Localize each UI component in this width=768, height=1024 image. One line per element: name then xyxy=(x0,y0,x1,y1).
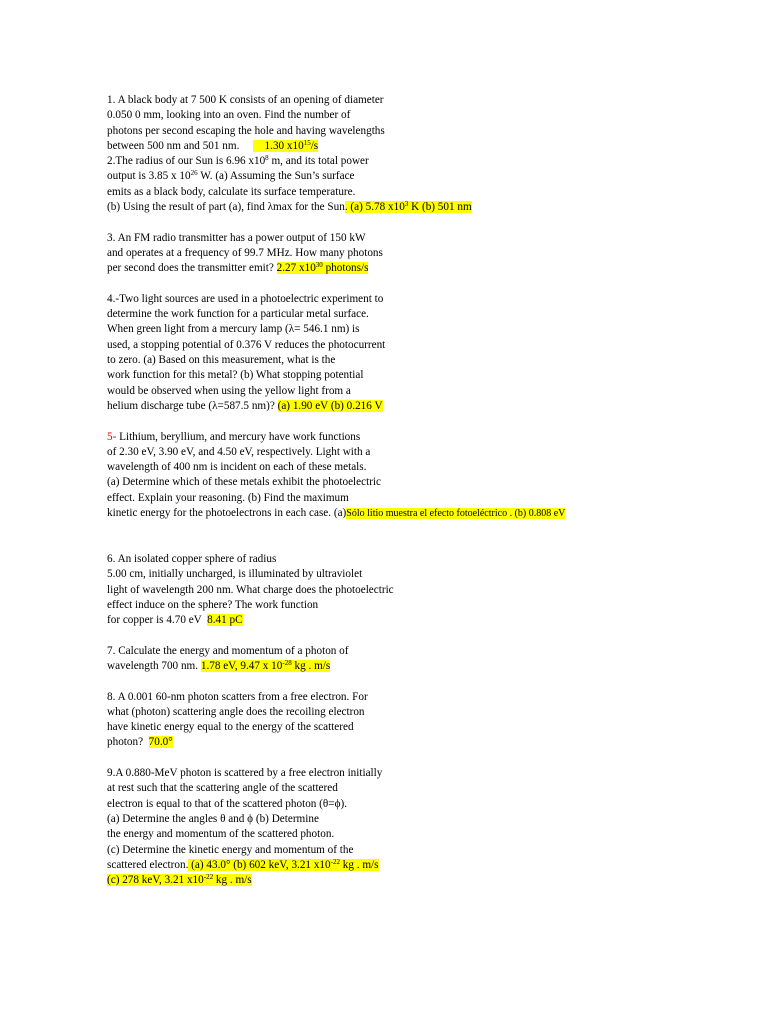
text-line: at rest such that the scattering angle of the scattered xyxy=(107,782,338,795)
text-line: (a) Determine which of these metals exhibit the photoelectric xyxy=(107,476,381,489)
text-fragment: per second does the transmitter emit? xyxy=(107,262,277,275)
text-fragment: wavelength 700 nm. xyxy=(107,659,201,672)
text-fragment: scattered electron. xyxy=(107,858,189,871)
text-line: work function for this metal? (b) What stopping potential xyxy=(107,369,364,382)
text-line: 1. A black body at 7 500 K consists of an opening of diameter xyxy=(107,94,384,106)
answer-highlight: (a) 1.90 eV (b) 0.216 V xyxy=(277,399,383,412)
text-line: 3. An FM radio transmitter has a power output of 150 kW xyxy=(107,231,366,244)
text-line: (c) Determine the kinetic energy and momentum of the xyxy=(107,843,354,856)
answer-value: 2.27 x10 xyxy=(276,262,316,275)
text-line: photons per second escaping the hole and having wavelengths xyxy=(107,124,385,137)
text-line: and operates at a frequency of 99.7 MHz. How many photons xyxy=(107,246,383,259)
text-line xyxy=(107,169,707,184)
exponent: 26 xyxy=(190,169,198,178)
text-line: effect induce on the sphere? The work function xyxy=(107,598,319,611)
text-line: what (photon) scattering angle does the recoiling electron xyxy=(107,705,365,718)
text-line xyxy=(107,200,707,215)
problem-2 xyxy=(107,154,707,215)
answer-highlight xyxy=(277,262,369,274)
answer-value: 1.30 x10 xyxy=(264,139,304,152)
text-line xyxy=(107,659,707,674)
text-line: 8. A 0.001 60-nm photon scatters from a free electron. For xyxy=(107,690,368,703)
text-line xyxy=(107,139,707,154)
answer-value: 1.78 eV, 9.47 x 10 xyxy=(200,659,283,672)
text-line xyxy=(107,154,707,169)
answer-value: (a) 43.0° (b) 602 keV, 3.21 x10 xyxy=(188,858,331,871)
text-line: the energy and momentum of the scattered photon. xyxy=(107,828,335,841)
answer-value: (c) 278 keV, 3.21 x10 xyxy=(107,874,204,887)
text-fragment: 2.The radius of our Sun is 6.96 x10 xyxy=(107,155,266,168)
text-line: determine the work function for a particular metal surface. xyxy=(107,308,369,321)
answer-exponent: 15 xyxy=(303,138,311,147)
problem-9 xyxy=(107,766,707,888)
answer-exponent: -22 xyxy=(330,857,340,866)
text-line xyxy=(107,735,707,750)
text-line: electron is equal to that of the scattered photon (θ=ϕ). xyxy=(107,797,347,810)
text-line: 0.050 0 mm, looking into an oven. Find the number of xyxy=(107,109,351,122)
text-line: light of wavelength 200 nm. What charge does the photoelectric xyxy=(107,583,394,596)
text-line xyxy=(107,873,707,888)
text-line: 5.00 cm, initially uncharged, is illuminated by ultraviolet xyxy=(107,568,363,581)
answer-highlight xyxy=(107,874,252,886)
problem-5 xyxy=(107,430,707,522)
text-line: would be observed when using the yellow light from a xyxy=(107,384,351,397)
answer-highlight xyxy=(188,859,378,871)
text-line xyxy=(107,430,707,445)
text-fragment: kinetic energy for the photoelectrons in each case. (a) xyxy=(107,507,347,520)
text-line xyxy=(107,399,707,414)
text-line: of 2.30 eV, 3.90 eV, and 4.50 eV, respectively. Light with a xyxy=(107,445,371,458)
text-fragment: between 500 nm and 501 nm. xyxy=(107,139,243,152)
text-fragment: for copper is 4.70 eV xyxy=(107,614,205,627)
text-line: 4.-Two light sources are used in a photoelectric experiment to xyxy=(107,292,384,305)
problem-4 xyxy=(107,292,707,414)
text-line: used, a stopping potential of 0.376 V reduces the photocurrent xyxy=(107,338,386,351)
text-fragment: Lithium, beryllium, and mercury have work functions xyxy=(116,430,361,443)
problem-7 xyxy=(107,644,707,675)
text-line: When green light from a mercury lamp (λ= 546.1 nm) is xyxy=(107,323,360,336)
problem-8 xyxy=(107,690,707,751)
answer-highlight: 8.41 pC xyxy=(207,614,243,627)
text-fragment: (b) Using the result of part (a), find λmax for the Sun xyxy=(107,201,345,214)
text-line: emits as a black body, calculate its surface temperature. xyxy=(107,185,356,198)
text-line: (a) Determine the angles θ and ϕ (b) Determine xyxy=(107,812,319,825)
problem-6 xyxy=(107,552,707,628)
text-line: to zero. (a) Based on this measurement, what is the xyxy=(107,354,336,367)
text-fragment: photon? xyxy=(107,736,146,749)
text-line: wavelength of 400 nm is incident on each of these metals. xyxy=(107,461,367,474)
answer-highlight xyxy=(253,140,318,152)
answer-highlight xyxy=(345,201,472,213)
answer-highlight: 70.0° xyxy=(148,736,173,749)
answer-exponent: 30 xyxy=(315,261,323,270)
answer-value: kg . m/s xyxy=(339,858,379,871)
text-line: 7. Calculate the energy and momentum of a photon of xyxy=(107,644,349,657)
answer-highlight xyxy=(201,660,330,672)
answer-value: kg . m/s xyxy=(291,659,331,672)
answer-value: . (a) 5.78 x10 xyxy=(344,201,405,214)
text-fragment: output is 3.85 x 10 xyxy=(107,170,191,183)
text-fragment: m, and its total power xyxy=(268,155,369,168)
answer-exponent: -28 xyxy=(282,658,292,667)
answer-unit: /s xyxy=(310,139,319,152)
text-line xyxy=(107,261,707,276)
text-fragment: W. (a) Assuming the Sun’s surface xyxy=(197,170,355,183)
exponent: 8 xyxy=(265,154,269,163)
text-line: 9.A 0.880-MeV photon is scattered by a free electron initially xyxy=(107,767,383,780)
answer-exponent: 3 xyxy=(404,200,409,209)
document-page xyxy=(107,93,707,888)
answer-unit: photons/s xyxy=(322,262,369,275)
answer-highlight: Sólo litio muestra el efecto fotoeléctrico . (b) 0.808 eV xyxy=(346,508,566,520)
text-line xyxy=(107,858,707,873)
text-fragment: helium discharge tube (λ=587.5 nm)? xyxy=(107,399,278,412)
answer-exponent: -22 xyxy=(203,873,214,882)
problem-1 xyxy=(107,93,707,154)
problem-3 xyxy=(107,231,707,277)
answer-value: kg . m/s xyxy=(213,874,252,887)
text-line xyxy=(107,613,707,628)
text-line: have kinetic energy equal to the energy of the scattered xyxy=(107,721,354,734)
problem-number: 5- xyxy=(107,430,117,443)
text-line: 6. An isolated copper sphere of radius xyxy=(107,552,277,565)
answer-value: K (b) 501 nm xyxy=(408,201,472,214)
text-line: effect. Explain your reasoning. (b) Find the maximum xyxy=(107,491,349,504)
text-line xyxy=(107,506,707,521)
